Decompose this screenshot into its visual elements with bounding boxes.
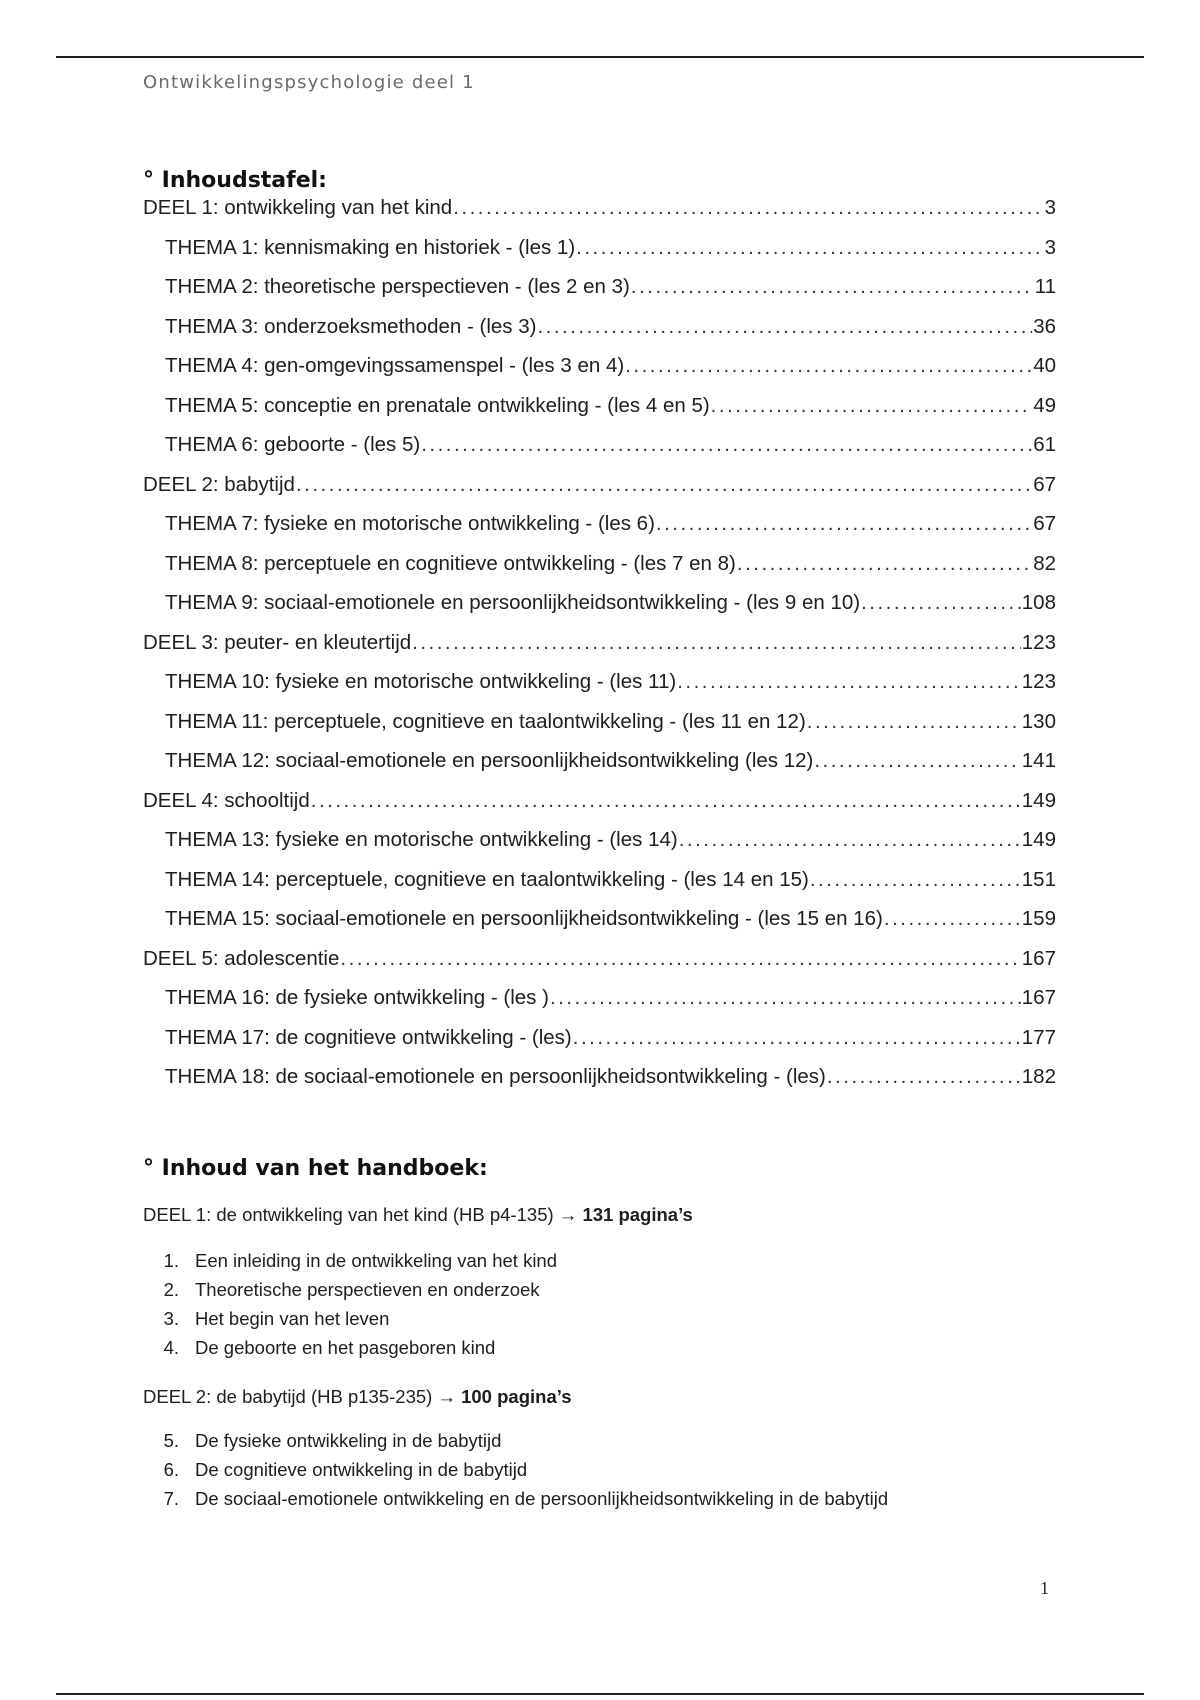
toc-entry-label: THEMA 12: sociaal-emotionele en persoonlijkheidsontwikkeling (les 12) [165,749,814,772]
toc-entry-label: THEMA 7: fysieke en motorische ontwikkeling - (les 6) [165,512,655,535]
toc-entry-label: THEMA 17: de cognitieve ontwikkeling - (les) [165,1025,572,1049]
part-page-count: 100 pagina’s [461,1386,572,1407]
toc-theme-entry[interactable] [143,552,1056,592]
list-item [143,1459,888,1488]
toc-entry-page: 149 [1021,828,1056,851]
table-of-contents [143,196,1056,1105]
list-item [143,1308,557,1337]
list-item [143,1430,888,1459]
handbook-part-2-chapters [143,1430,888,1517]
toc-entry-page: 149 [1021,788,1056,812]
page-number: 1 [1040,1578,1049,1598]
toc-theme-entry[interactable] [143,670,1056,710]
toc-heading: ° Inhoudstafel: [143,168,327,193]
running-header: Ontwikkelingspsychologie deel 1 [143,72,475,93]
part-intro: DEEL 1: de ontwikkeling van het kind (HB p4-135) → [143,1204,583,1225]
toc-entry-label: DEEL 2: babytijd [143,472,295,496]
chapter-number: 2. [163,1279,179,1300]
toc-entry-page: 182 [1021,1065,1056,1088]
toc-theme-entry[interactable] [143,275,1056,315]
toc-dot-leader [625,354,1032,378]
toc-entry-page: 49 [1033,393,1056,417]
toc-dot-leader [679,828,1021,852]
list-item [143,1337,557,1366]
toc-dot-leader [576,236,1043,260]
toc-entry-page: 61 [1033,433,1056,456]
toc-part-entry[interactable] [143,196,1056,236]
toc-theme-entry[interactable] [143,433,1056,473]
toc-part-entry[interactable] [143,947,1056,987]
chapter-number: 7. [163,1488,179,1509]
toc-entry-page: 177 [1021,1025,1056,1049]
toc-dot-leader [807,710,1021,734]
toc-theme-entry[interactable] [143,512,1056,552]
toc-entry-page: 123 [1021,670,1056,693]
toc-dot-leader [340,947,1020,971]
toc-theme-entry[interactable] [143,354,1056,394]
toc-theme-entry[interactable] [143,868,1056,908]
toc-theme-entry[interactable] [143,236,1056,276]
toc-dot-leader [573,1026,1021,1050]
toc-entry-page: 141 [1021,749,1056,772]
toc-entry-label: THEMA 3: onderzoeksmethoden - (les 3) [165,314,537,338]
toc-theme-entry[interactable] [143,710,1056,750]
toc-dot-leader [814,749,1020,773]
toc-dot-leader [537,315,1032,339]
toc-entry-label: THEMA 10: fysieke en motorische ontwikkeling - (les 11) [165,670,677,693]
toc-entry-page: 130 [1021,709,1056,733]
toc-entry-label: DEEL 5: adolescentie [143,946,340,970]
toc-entry-page: 3 [1044,235,1056,259]
chapter-number: 3. [163,1308,179,1329]
toc-theme-entry[interactable] [143,394,1056,434]
toc-theme-entry[interactable] [143,1065,1056,1105]
chapter-title: De fysieke ontwikkeling in de babytijd [195,1430,502,1451]
toc-theme-entry[interactable] [143,907,1056,947]
toc-theme-entry[interactable] [143,591,1056,631]
chapter-title: De geboorte en het pasgeboren kind [195,1337,496,1358]
toc-entry-label: DEEL 4: schooltijd [143,788,310,812]
toc-dot-leader [656,512,1032,536]
toc-dot-leader [827,1065,1021,1089]
toc-entry-label: THEMA 14: perceptuele, cognitieve en taalontwikkeling - (les 14 en 15) [165,867,809,891]
toc-dot-leader [453,196,1043,220]
toc-part-entry[interactable] [143,789,1056,829]
toc-dot-leader [884,907,1021,931]
toc-entry-page: 36 [1033,314,1056,338]
toc-entry-label: DEEL 1: ontwikkeling van het kind [143,196,453,219]
chapter-number: 5. [163,1430,179,1451]
list-item [143,1250,557,1279]
toc-entry-label: THEMA 16: de fysieke ontwikkeling - (les ) [165,986,549,1009]
toc-theme-entry[interactable] [143,986,1056,1026]
header-rule [56,56,1144,58]
toc-entry-page: 167 [1021,946,1056,970]
chapter-title: De sociaal-emotionele ontwikkeling en de persoonlijkheidsontwikkeling in de babytijd [195,1488,889,1509]
toc-dot-leader [550,986,1021,1010]
toc-entry-page: 82 [1033,551,1056,575]
chapter-number: 1. [163,1250,179,1271]
handbook-part-1-chapters [143,1250,557,1366]
toc-entry-page: 151 [1021,867,1056,891]
toc-entry-label: THEMA 8: perceptuele en cognitieve ontwikkeling - (les 7 en 8) [165,551,736,575]
toc-entry-label: DEEL 3: peuter- en kleutertijd [143,630,412,654]
toc-dot-leader [861,591,1021,615]
toc-theme-entry[interactable] [143,828,1056,868]
toc-dot-leader [810,868,1021,892]
toc-entry-label: THEMA 1: kennismaking en historiek - (les 1) [165,235,576,259]
toc-part-entry[interactable] [143,473,1056,513]
toc-dot-leader [737,552,1032,576]
toc-theme-entry[interactable] [143,315,1056,355]
toc-entry-label: THEMA 6: geboorte - (les 5) [165,433,421,456]
toc-entry-label: THEMA 15: sociaal-emotionele en persoonlijkheidsontwikkeling - (les 15 en 16) [165,907,883,930]
toc-entry-page: 3 [1044,196,1056,219]
toc-entry-label: THEMA 11: perceptuele, cognitieve en taalontwikkeling - (les 11 en 12) [165,709,806,733]
toc-dot-leader [631,275,1034,299]
toc-theme-entry[interactable] [143,749,1056,789]
toc-part-entry[interactable] [143,631,1056,671]
chapter-title: Een inleiding in de ontwikkeling van het kind [195,1250,558,1271]
toc-entry-page: 40 [1033,354,1056,377]
footer-rule [56,1693,1144,1695]
toc-entry-page: 67 [1033,472,1056,496]
toc-dot-leader [296,473,1032,497]
toc-entry-label: THEMA 13: fysieke en motorische ontwikkeling - (les 14) [165,828,678,851]
toc-entry-page: 67 [1033,512,1056,535]
toc-dot-leader [711,394,1033,418]
toc-dot-leader [677,670,1021,694]
toc-entry-label: THEMA 9: sociaal-emotionele en persoonlijkheidsontwikkeling - (les 9 en 10) [165,591,861,614]
part-page-count: 131 pagina’s [582,1204,693,1225]
handbook-heading: ° Inhoud van het handboek: [143,1156,488,1181]
chapter-number: 6. [163,1459,179,1480]
chapter-number: 4. [163,1337,179,1358]
toc-entry-page: 167 [1021,986,1056,1009]
toc-entry-label: THEMA 4: gen-omgevingssamenspel - (les 3 en 4) [165,354,625,377]
handbook-part-1 [143,1204,693,1226]
chapter-title: Het begin van het leven [195,1308,390,1329]
toc-entry-page: 11 [1034,275,1056,298]
handbook-part-2 [143,1386,571,1408]
list-item [143,1279,557,1308]
toc-entry-label: THEMA 2: theoretische perspectieven - (les 2 en 3) [165,275,630,298]
toc-entry-label: THEMA 5: conceptie en prenatale ontwikkeling - (les 4 en 5) [165,393,710,417]
toc-entry-page: 108 [1021,591,1056,614]
toc-theme-entry[interactable] [143,1026,1056,1066]
toc-dot-leader [412,631,1021,655]
toc-entry-label: THEMA 18: de sociaal-emotionele en persoonlijkheidsontwikkeling - (les) [165,1065,826,1088]
toc-entry-page: 123 [1021,630,1056,654]
part-intro: DEEL 2: de babytijd (HB p135-235) → [143,1386,462,1407]
toc-dot-leader [421,433,1032,457]
chapter-title: De cognitieve ontwikkeling in de babytijd [195,1459,528,1480]
toc-dot-leader [311,789,1021,813]
toc-entry-page: 159 [1021,907,1056,930]
list-item [143,1488,888,1517]
chapter-title: Theoretische perspectieven en onderzoek [195,1279,540,1300]
